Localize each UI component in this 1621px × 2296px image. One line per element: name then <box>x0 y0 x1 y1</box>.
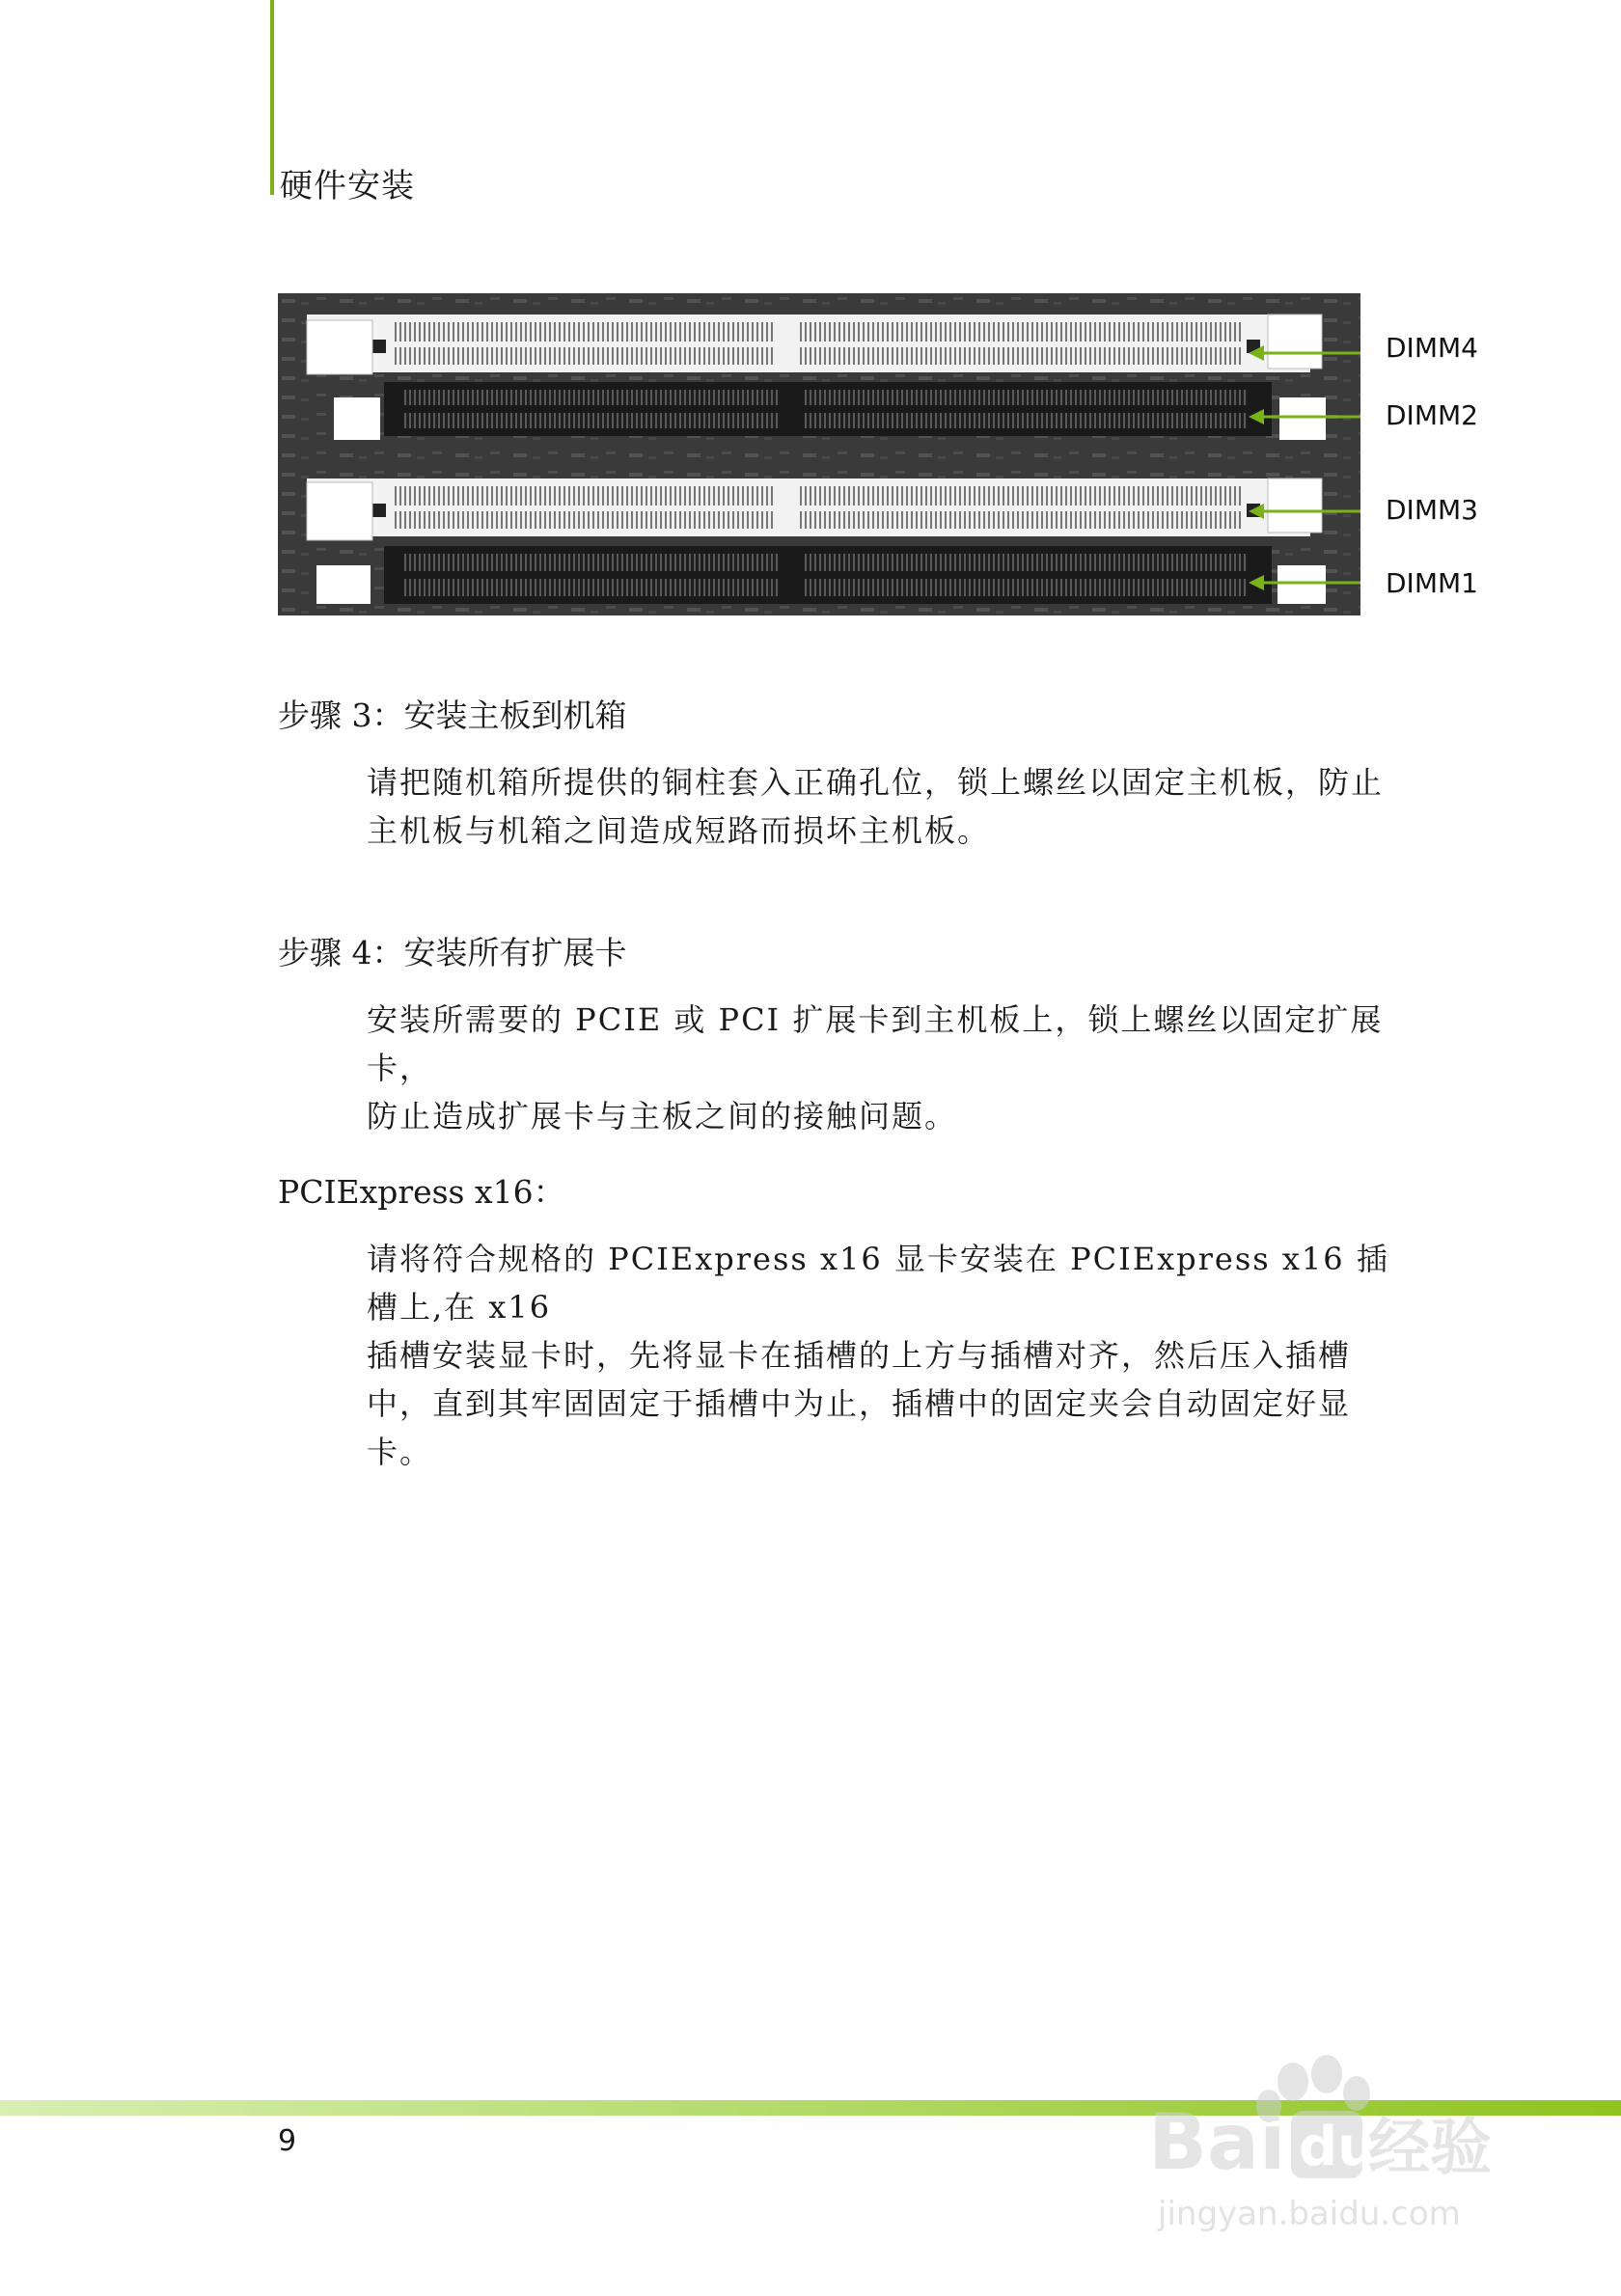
pcie-line: 中，直到其牢固固定于插槽中为止，插槽中的固定夹会自动固定好显 <box>367 1385 1352 1422</box>
step4-heading: 步骤 4：安装所有扩展卡 <box>278 934 627 971</box>
pcie-heading: PCIExpress x16： <box>278 1173 565 1211</box>
step3-heading: 步骤 3：安装主板到机箱 <box>278 697 627 734</box>
pcie-body <box>367 1235 1411 1476</box>
dimm4-slot <box>307 314 1322 374</box>
pcie-line: 卡。 <box>367 1434 433 1470</box>
dimm2-label: DIMM2 <box>1386 399 1478 431</box>
watermark-brand: Bai <box>1148 2097 1286 2187</box>
section-title: 硬件安装 <box>280 167 415 205</box>
pcie-line: 请将符合规格的 PCIExpress x16 显卡安装在 PCIExpress x16 插槽上,在 x16 <box>367 1241 1389 1326</box>
svg-text:du: du <box>1299 2116 1376 2178</box>
dimm2-slot <box>334 382 1326 440</box>
step3-line: 主机板与机箱之间造成短路而损坏主机板。 <box>367 812 991 849</box>
header-accent-line <box>270 0 274 195</box>
step4-line: 安装所需要的 PCIE 或 PCI 扩展卡到主机板上，锁上螺丝以固定扩展卡， <box>367 1001 1384 1086</box>
page-number: 9 <box>278 2124 297 2158</box>
step4-line: 防止造成扩展卡与主板之间的接触问题。 <box>367 1098 958 1134</box>
dimm1-label: DIMM1 <box>1386 567 1478 599</box>
dimm3-slot <box>307 478 1322 540</box>
step4-body <box>367 996 1411 1140</box>
step3-line: 请把随机箱所提供的铜柱套入正确孔位，锁上螺丝以固定主机板，防止 <box>367 764 1385 801</box>
watermark-suffix: 经验 <box>1368 2113 1492 2184</box>
step3-body <box>367 758 1411 855</box>
dimm-slots-photo <box>278 293 1360 615</box>
watermark-url: jingyan.baidu.com <box>1158 2195 1461 2233</box>
pcie-line: 插槽安装显卡时，先将显卡在插槽的上方与插槽对齐，然后压入插槽 <box>367 1337 1352 1374</box>
baidu-watermark <box>1139 2053 1544 2246</box>
dimm1-slot <box>316 546 1326 604</box>
dimm4-label: DIMM4 <box>1386 332 1478 364</box>
dimm3-label: DIMM3 <box>1386 494 1478 526</box>
